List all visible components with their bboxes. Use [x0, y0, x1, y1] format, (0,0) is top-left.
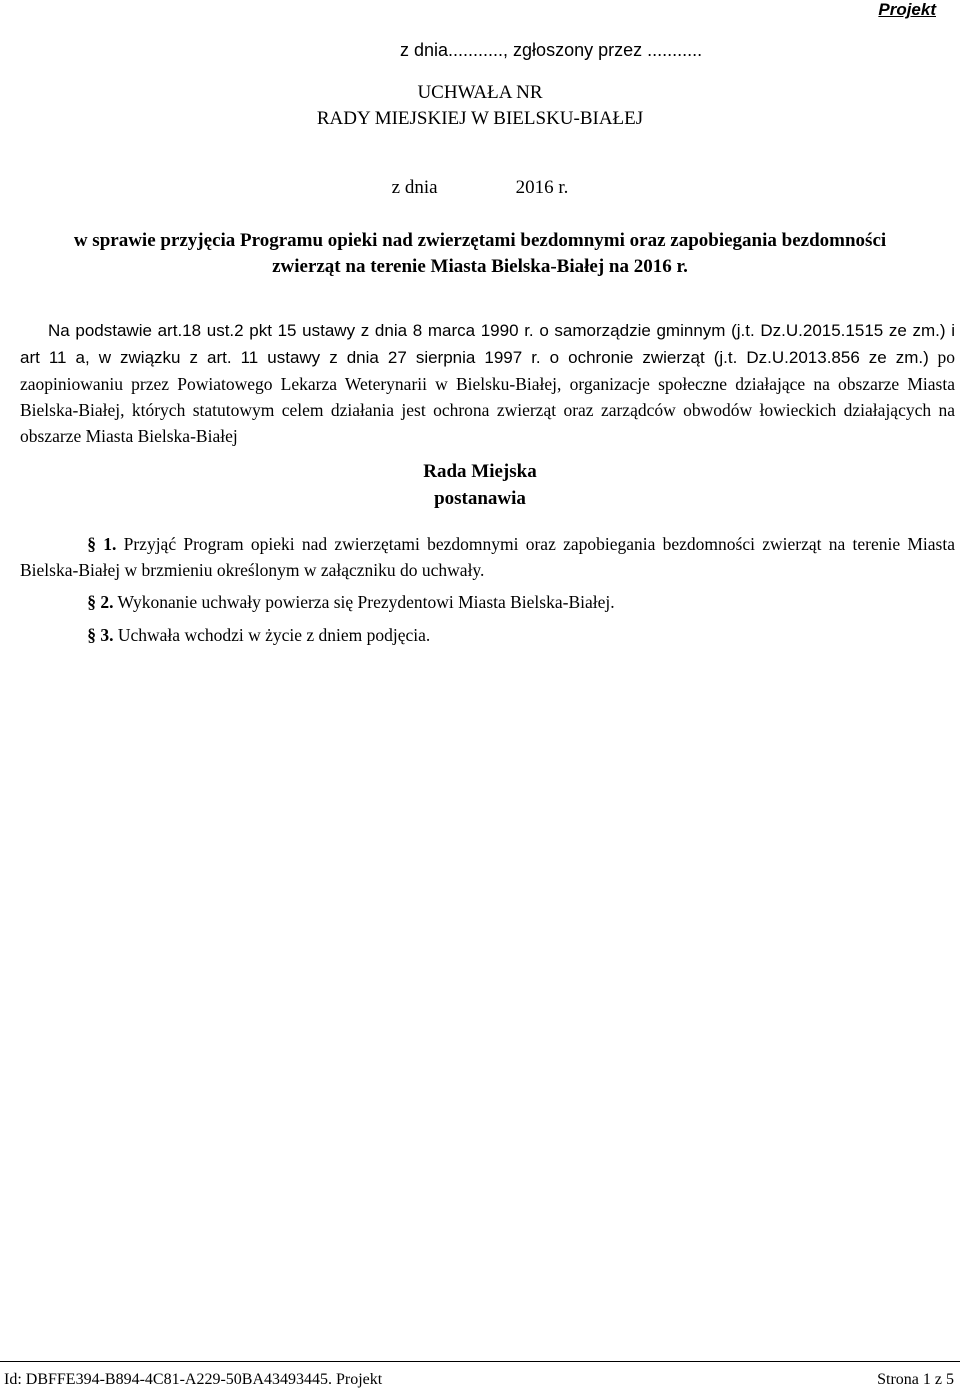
enactment-formula: [0, 458, 960, 512]
legal-basis-part2: po zaopiniowaniu przez Powiatowego Lekarza Weterynarii w Bielsku-Białej, organizacje społeczne działające na obszarze Miasta Bielska-Białej, których statutowym celem działania jest ochrona zwierząt oraz zarządców obwodów łowieckich działających na obszarze Miasta Bielska-Białej: [20, 347, 955, 446]
submission-line: z dnia..........., zgłoszony przez ...........: [400, 40, 703, 60]
legal-basis: [20, 317, 955, 449]
subject-line-2: zwierząt na terenie Miasta Bielska-Białej na 2016 r.: [272, 256, 688, 277]
resolution-subject: [0, 228, 960, 280]
subject-line-1: w sprawie przyjęcia Programu opieki nad zwierzętami bezdomnymi oraz zapobiegania bezdomności: [73, 230, 887, 251]
document-id: Id: DBFFE394-B894-4C81-A229-50BA43493445. Projekt: [4, 1371, 383, 1388]
page-number: Strona 1 z 5: [877, 1371, 954, 1388]
council-name: RADY MIEJSKIEJ W BIELSKU-BIAŁEJ: [316, 108, 644, 129]
resolution-date: [0, 177, 960, 199]
paragraph-1: [20, 531, 955, 583]
page-footer: [0, 1361, 960, 1392]
paragraph-number: 2.: [100, 592, 114, 612]
legal-basis-part1: Na podstawie art.18 ust.2 pkt 15 ustawy z dnia 8 marca 1990 r. o samorządzie gminnym (j.t. Dz.U.2015.1515 ze zm.) i art 11 a, w związku z art. 11 ustawy z dnia 27 sierpnia 1997 r. o ochronie zwierząt (j.t. Dz.U.2013.856 ze zm.): [20, 321, 955, 367]
paragraph-2: [20, 589, 955, 615]
paragraph-3: [20, 622, 955, 648]
enactment-line-2: postanawia: [434, 488, 526, 509]
paragraph-text: Przyjąć Program opieki nad zwierzętami bezdomnymi oraz zapobiegania bezdomności zwierząt na terenie Miasta Bielska-Białej w brzmieniu określonym w załączniku do uchwały.: [20, 534, 955, 580]
paragraph-text: Wykonanie uchwały powierza się Prezydentowi Miasta Bielska-Białej.: [113, 592, 615, 612]
date-year: 2016 r.: [515, 177, 569, 198]
date-prefix: z dnia: [391, 177, 438, 198]
paragraph-text: Uchwała wchodzi w życie z dniem podjęcia.: [113, 625, 431, 645]
projekt-label: Projekt: [878, 0, 936, 19]
paragraph-number: 3.: [100, 625, 114, 645]
enactment-line-1: Rada Miejska: [423, 461, 537, 482]
section-symbol: §: [87, 592, 96, 612]
paragraph-number: 1.: [103, 534, 117, 554]
resolution-title: [0, 80, 960, 132]
section-symbol: §: [87, 534, 96, 554]
resolution-number: UCHWAŁA NR: [417, 82, 543, 103]
section-symbol: §: [87, 625, 96, 645]
